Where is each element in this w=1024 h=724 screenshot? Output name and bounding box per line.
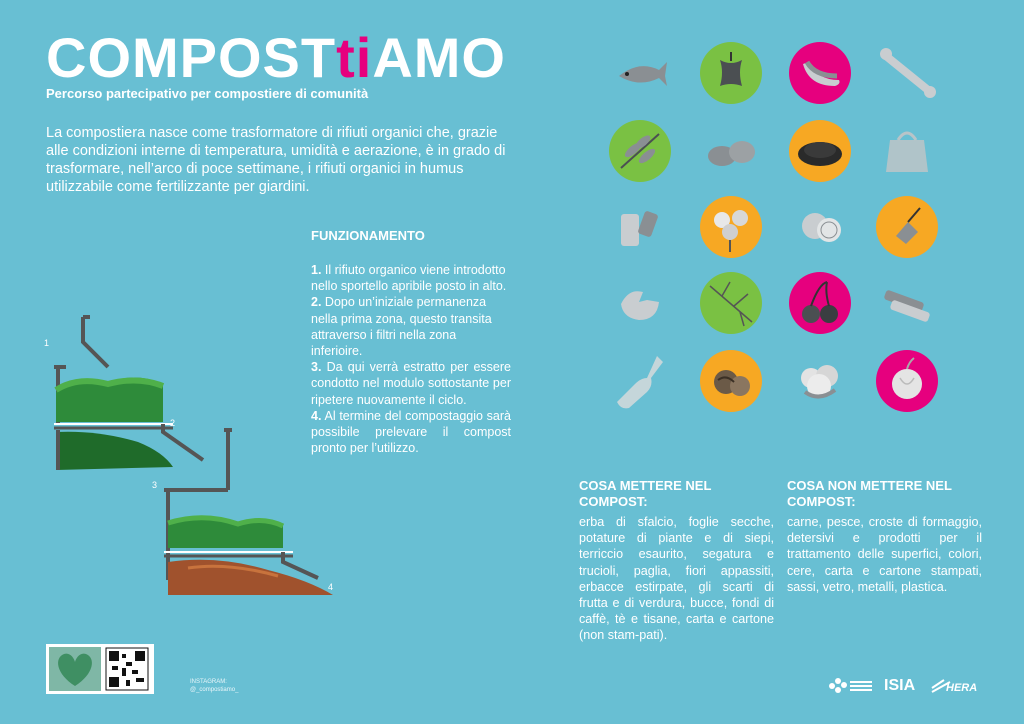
title-end: AMO: [372, 26, 506, 89]
partner-logos: [826, 672, 986, 696]
cherries-icon: [789, 272, 851, 334]
diagram-label-4: 4: [328, 582, 334, 592]
lemon-icon: [789, 196, 851, 258]
banana-icon: [789, 42, 851, 104]
isia-logo: ISIA: [884, 677, 916, 694]
cans-icon: [609, 196, 671, 258]
walnut-icon: [700, 350, 762, 412]
funzionamento-steps: [311, 262, 511, 456]
apple-core-icon: [700, 42, 762, 104]
title-accent: ti: [336, 26, 373, 89]
twigs-icon: [700, 272, 762, 334]
partner-logos-graphic: [826, 672, 986, 696]
instagram-label: INSTAGRAM:: [190, 679, 227, 685]
page-title: [46, 28, 506, 88]
batteries-icon: [876, 272, 938, 334]
cosa-non-mettere-heading: COSA NON METTERE NEL COMPOST:: [787, 478, 952, 509]
intro-paragraph: La compostiera nasce come trasformatore di rifiuti organici che, grazie alle condizioni interne di temperatura, umidità e aerazione, è in grado di trasformare, nell’arco di poce settimane, i rifiuti organici in humus utilizzabile come fertilizzante per giardini.: [46, 125, 506, 195]
coffee-grounds-icon: [789, 120, 851, 182]
cauliflower-icon: [789, 350, 851, 412]
leaves-icon: [609, 120, 671, 182]
instagram-info: [190, 678, 238, 694]
funzionamento-heading: FUNZIONAMENTO: [311, 228, 425, 243]
lower-module: [164, 430, 333, 595]
cosa-non-mettere-text: carne, pesce, croste di formaggio, detersivi e prodotti per il trattamento delle superfici, colori, cere, carta e cartone stampati, sassi, vetro, metalli, plastica.: [787, 515, 982, 594]
page-subtitle: Percorso partecipativo per compostiere di comunità: [46, 86, 369, 101]
diagram-label-2: 2: [170, 418, 176, 428]
compostiamo-logo-and-qr: [46, 644, 154, 694]
composter-diagram: [38, 312, 338, 602]
step-4: 4. Al termine del compostaggio sarà possibile prelevare il compost pronto per l’utilizzo.: [311, 408, 511, 456]
diagram-label-3: 3: [152, 480, 158, 490]
hera-logo: HERA: [946, 682, 978, 694]
tea-bag-icon: [876, 196, 938, 258]
cosa-mettere-heading: COSA METTERE NEL COMPOST:: [579, 478, 712, 509]
stones-icon: [700, 120, 762, 182]
eggshell-icon: [609, 272, 671, 334]
upper-module: [54, 317, 203, 470]
onion-icon: [876, 350, 938, 412]
instagram-handle[interactable]: @_compostiamo_: [190, 687, 239, 693]
glass-bottle-icon: [609, 350, 671, 412]
fish-icon: [609, 42, 671, 104]
step-3: 3. Da qui verrà estratto per essere condotto nel modulo sottostante per ripetere nuovamente il ciclo.: [311, 360, 511, 407]
step-2: 2. Dopo un’iniziale permanenza nella prima zona, questo transita attraverso i filtri nella zona inferioire.: [311, 295, 492, 359]
logo-qr-card: [46, 644, 154, 694]
bone-icon: [876, 42, 938, 104]
step-1: 1. Il rifiuto organico viene introdotto nello sportello apribile posto in alto.: [311, 263, 507, 294]
cosa-mettere-text: erba di sfalcio, foglie secche, potature di piante e di siepi, terriccio esaurito, segatura e trucioli, paglia, fiori appassiti, erbacce estirpate, gli scarti di frutta e di verdura, bucce, fondi di caffè, tè e tisane, carta e cartone (non stam-pati).: [579, 515, 774, 643]
diagram-label-1: 1: [44, 338, 50, 348]
plastic-bag-icon: [876, 120, 938, 182]
title-main: COMPOST: [46, 26, 337, 89]
flowers-icon: [700, 196, 762, 258]
